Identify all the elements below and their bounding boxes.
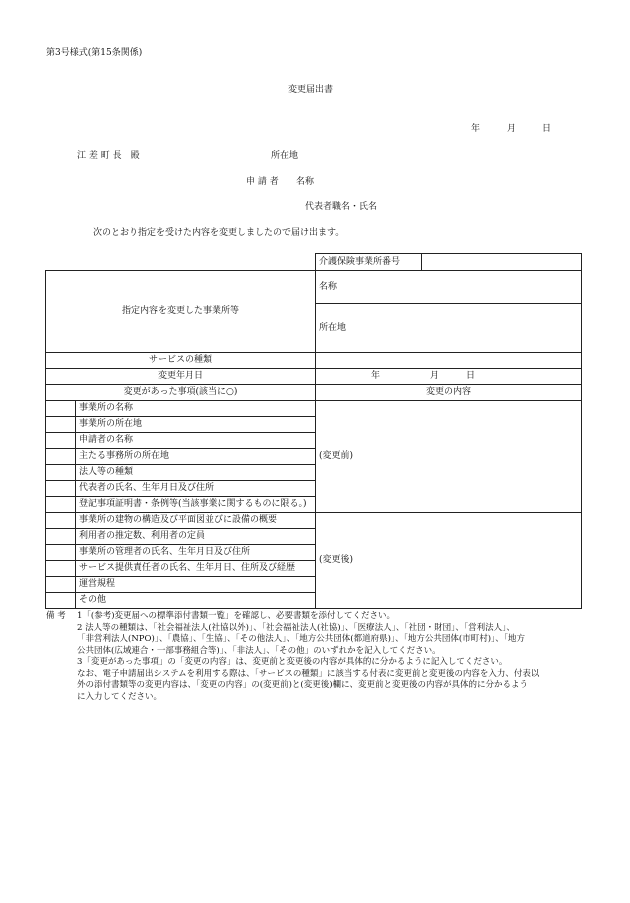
change-form-table <box>45 253 582 609</box>
note-4a: なお、電子申請届出システムを利用する際は、「サービスの種類」に該当する付表に変更前と変更後の内容を入力、付表以 <box>77 668 540 679</box>
item-label: 運営規程 <box>76 577 316 593</box>
item-label: 代表者の氏名、生年月日及び住所 <box>76 481 316 497</box>
office-address-field[interactable] <box>316 304 582 353</box>
item-check[interactable] <box>46 561 76 577</box>
note-2a: 2 法人等の種類は、「社会福祉法人(社協以外)」、「社会福祉法人(社協)」、「医療法人」、「社団・財団」、「営利法人」、 <box>77 622 515 633</box>
office-name-label: 名称 <box>319 281 338 292</box>
applicant-label: 申 請 者 <box>246 177 279 187</box>
item-check[interactable] <box>46 497 76 513</box>
office-name-field[interactable] <box>316 271 582 304</box>
service-type-field[interactable] <box>316 353 582 369</box>
note-4c: に入力してください。 <box>77 691 163 702</box>
item-label: 事業所の建物の構造及び平面図並びに設備の概要 <box>76 513 316 529</box>
notes-section <box>46 611 591 703</box>
item-check[interactable] <box>46 433 76 449</box>
before-label: (変更前) <box>319 451 354 461</box>
item-label: 事業所の所在地 <box>76 417 316 433</box>
document-title: 変更届出書 <box>288 85 334 95</box>
item-check[interactable] <box>46 401 76 417</box>
note-2c: 公共団体(広域連合・一部事務組合等)」、「非法人」、「その他」のいずれかを記入してください。 <box>77 645 441 656</box>
insurance-no-label: 介護保険事業所番号 <box>316 254 422 271</box>
item-label: その他 <box>76 593 316 609</box>
item-check[interactable] <box>46 545 76 561</box>
item-check[interactable] <box>46 449 76 465</box>
item-label: サービス提供責任者の氏名、生年月日、住所及び経歴 <box>76 561 316 577</box>
item-check[interactable] <box>46 529 76 545</box>
item-check[interactable] <box>46 481 76 497</box>
change-date-label: 変更年月日 <box>46 369 316 385</box>
date-day: 日 <box>542 124 552 134</box>
intro-text: 次のとおり指定を受けた内容を変更しましたので届け出ます。 <box>93 228 345 238</box>
note-1: 1「(参考)変更届への標準添付書類一覧」を確認し、必要書類を添付してください。 <box>77 611 396 621</box>
note-2b: 「非営利法人(NPO)」、「農協」、「生協」、「その他法人」、「地方公共団体(都道府県)」、「地方公共団体(市町村)」、「地方 <box>77 634 526 644</box>
note-4b: 外の添付書類等の変更内容は、「変更の内容」の(変更前)と(変更後)欄に、変更前と変更後の内容が具体的に分かるよう <box>77 680 529 690</box>
blank-cell <box>46 254 316 271</box>
items-header: 変更があった事項(該当に○) <box>46 385 316 401</box>
item-label: 申請者の名称 <box>76 433 316 449</box>
address-label: 所在地 <box>271 151 299 161</box>
addressee: 江 差 町 長 殿 <box>77 151 140 161</box>
representative-label: 代表者職名・氏名 <box>305 202 378 212</box>
change-day: 日 <box>466 371 476 381</box>
item-label: 登記事項証明書・条例等(当該事業に関するものに限る。) <box>76 497 316 513</box>
content-header: 変更の内容 <box>316 385 582 401</box>
item-label: 事業所の管理者の氏名、生年月日及び住所 <box>76 545 316 561</box>
office-address-label: 所在地 <box>319 322 347 333</box>
item-label: 利用者の推定数、利用者の定員 <box>76 529 316 545</box>
date-year: 年 <box>471 124 481 134</box>
item-check[interactable] <box>46 593 76 609</box>
item-check[interactable] <box>46 513 76 529</box>
after-content-field[interactable] <box>316 513 582 609</box>
note-3: 3「変更があった事項」の「変更の内容」は、変更前と変更後の内容が具体的に分かるように記入してください。 <box>77 657 508 667</box>
after-label: (変更後) <box>319 555 354 565</box>
item-check[interactable] <box>46 417 76 433</box>
item-label: 法人等の種類 <box>76 465 316 481</box>
change-month: 月 <box>430 371 440 381</box>
change-year: 年 <box>371 371 381 381</box>
service-type-label: サービスの種類 <box>46 353 316 369</box>
applicant-name-label: 名称 <box>296 177 315 187</box>
date-month: 月 <box>507 124 517 134</box>
item-check[interactable] <box>46 577 76 593</box>
item-label: 事業所の名称 <box>76 401 316 417</box>
item-check[interactable] <box>46 465 76 481</box>
form-number: 第3号様式(第15条関係) <box>46 48 143 58</box>
notes-label: 備 考 <box>46 611 66 621</box>
before-content-field[interactable] <box>316 401 582 513</box>
insurance-no-field[interactable] <box>422 254 582 271</box>
office-label: 指定内容を変更した事業所等 <box>46 271 316 353</box>
change-date-field[interactable] <box>316 369 582 385</box>
item-label: 主たる事務所の所在地 <box>76 449 316 465</box>
